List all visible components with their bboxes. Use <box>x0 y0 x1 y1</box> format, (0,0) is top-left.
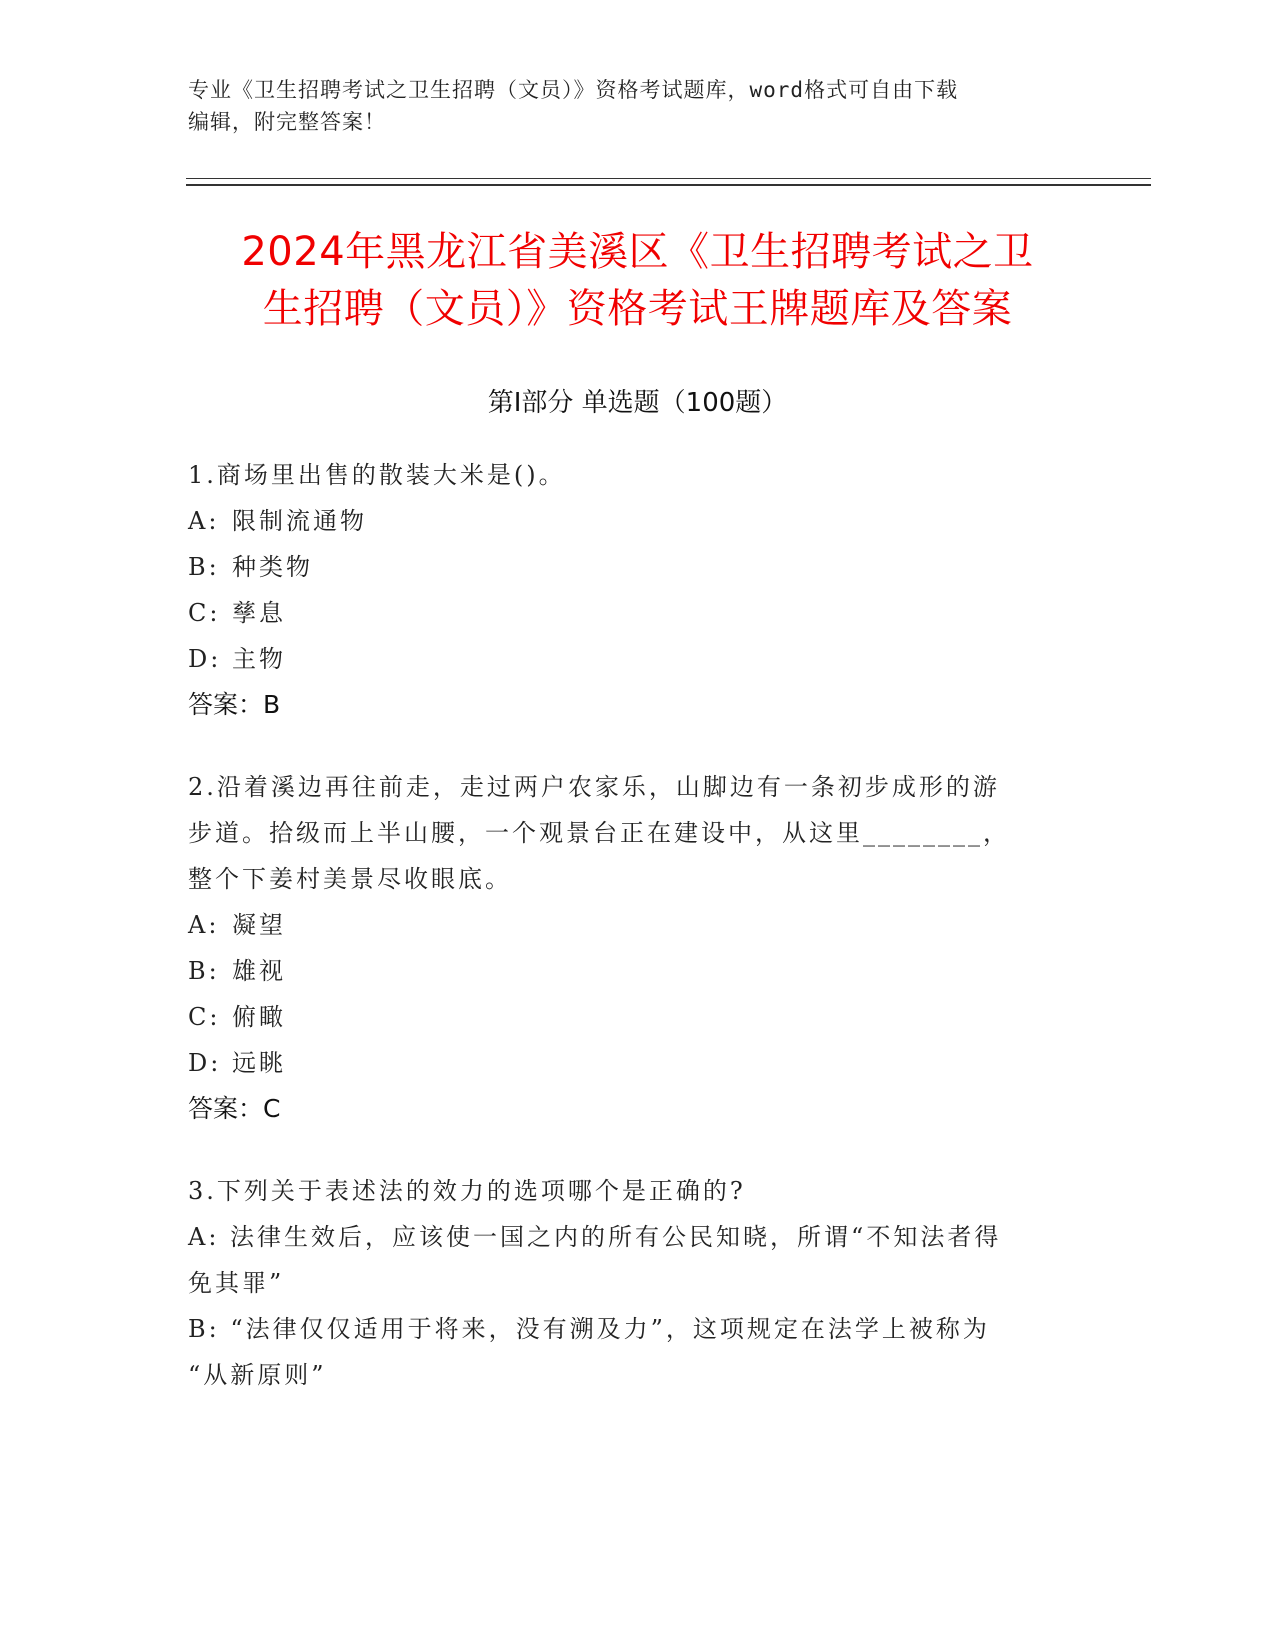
option-b-line-1: B: “法律仅仅适用于将来，没有溯及力”，这项规定在法学上被称为 <box>188 1315 990 1343</box>
document-title-line-1: 2024年黑龙江省美溪区《卫生招聘考试之卫 <box>241 229 1034 275</box>
question-stem: 3.下列关于表述法的效力的选项哪个是正确的? <box>188 1177 746 1205</box>
document-title-line-2: 生招聘（文员）》资格考试王牌题库及答案 <box>262 286 1013 332</box>
question-stem-line-3: 整个下姜村美景尽收眼底。 <box>188 865 512 893</box>
option-c: C: 孳息 <box>188 599 286 627</box>
document-title <box>150 224 1125 338</box>
question-stem-line-1: 2.沿着溪边再往前走，走过两户农家乐，山脚边有一条初步成形的游 <box>188 773 1000 801</box>
answer-1: 答案：B <box>188 690 281 719</box>
option-d: D: 主物 <box>188 645 286 673</box>
option-a: A: 限制流通物 <box>188 507 367 535</box>
question-2 <box>188 764 1068 1086</box>
option-c: C: 俯瞰 <box>188 1003 286 1031</box>
option-a: A: 凝望 <box>188 911 286 939</box>
header-divider-top <box>186 178 1151 179</box>
question-stem-line-2: 步道。拾级而上半山腰，一个观景台正在建设中，从这里________， <box>188 819 1010 847</box>
header-note-line-2: 编辑，附完整答案！ <box>188 110 386 134</box>
question-1 <box>188 452 1068 682</box>
question-3 <box>188 1168 1068 1398</box>
header-note-line-1: 专业《卫生招聘考试之卫生招聘（文员）》资格考试题库，word格式可自由下载 <box>188 78 959 102</box>
option-a-line-2: 免其罪” <box>188 1269 285 1297</box>
answer-2: 答案：C <box>188 1094 281 1123</box>
option-a-line-1: A: 法律生效后，应该使一国之内的所有公民知晓，所谓“不知法者得 <box>188 1223 1002 1251</box>
option-b-line-2: “从新原则” <box>188 1361 327 1389</box>
option-b: B: 雄视 <box>188 957 286 985</box>
option-d: D: 远眺 <box>188 1049 286 1077</box>
header-divider-bottom <box>186 184 1151 186</box>
section-heading: 第Ⅰ部分 单选题（100题） <box>487 388 788 418</box>
header-note <box>188 74 1088 138</box>
question-stem: 1.商场里出售的散装大米是()。 <box>188 461 566 489</box>
option-b: B: 种类物 <box>188 553 313 581</box>
